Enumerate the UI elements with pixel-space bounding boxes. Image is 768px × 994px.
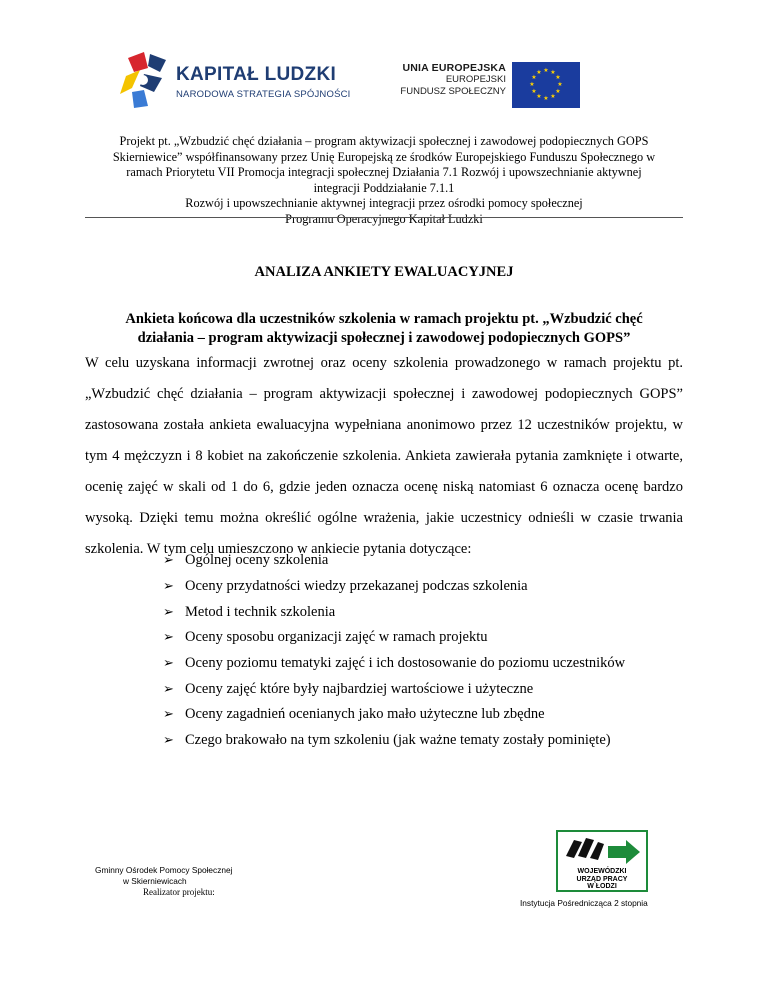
wup-logo-text	[558, 868, 646, 891]
svg-text:★: ★	[536, 93, 542, 100]
arrow-bullet-icon: ➢	[163, 579, 174, 595]
wup-arrow-icon	[558, 832, 646, 868]
list-item-text: Oceny przydatności wiedzy przekazanej podczas szkolenia	[185, 578, 528, 595]
project-description-line: Projekt pt. „Wzbudzić chęć działania – program aktywizacji społecznej i zawodowej podopiecznych GOPS	[119, 134, 649, 148]
list-item-text: Oceny zagadnień ocenianych jako mało użyteczne lub zbędne	[185, 706, 545, 723]
project-description-line: integracji Poddziałanie 7.1.1	[313, 180, 455, 195]
ue-logo-line2: EUROPEJSKI	[445, 74, 506, 85]
list-item	[163, 651, 703, 677]
kapital-ludzki-logo	[114, 48, 354, 112]
list-item	[163, 574, 703, 600]
project-description	[85, 134, 683, 227]
footer-left-line2: w Skierniewicach	[123, 876, 187, 886]
survey-topics-list	[163, 548, 703, 754]
svg-text:★: ★	[529, 81, 535, 88]
kapital-ludzki-subtitle: NARODOWA STRATEGIA SPÓJNOŚCI	[176, 89, 351, 100]
ue-logo-line3: FUNDUSZ SPOŁECZNY	[400, 86, 506, 97]
list-item-text: Oceny zajęć które były najbardziej wartościowe i użyteczne	[185, 680, 534, 697]
list-item	[163, 702, 703, 728]
arrow-bullet-icon: ➢	[163, 707, 174, 723]
list-item-text: Oceny poziomu tematyki zajęć i ich dostosowanie do poziomu uczestników	[185, 655, 626, 672]
kapital-ludzki-title: KAPITAŁ LUDZKI	[176, 64, 337, 85]
kapital-ludzki-star-icon	[114, 48, 172, 112]
ue-efs-logo	[398, 62, 598, 112]
svg-text:★: ★	[536, 69, 542, 76]
footer-left-line3: Realizator projektu:	[143, 887, 215, 897]
list-item	[163, 548, 703, 574]
arrow-bullet-icon: ➢	[163, 553, 174, 569]
svg-text:★: ★	[550, 93, 556, 100]
list-item-text: Ogólnej oceny szkolenia	[185, 552, 329, 569]
arrow-bullet-icon: ➢	[163, 681, 174, 697]
footer-left-line1: Gminny Ośrodek Pomocy Społecznej	[95, 865, 233, 875]
footer-intermediate-institution: Instytucja Pośrednicząca 2 stopnia	[520, 898, 648, 908]
wup-logo-line1: WOJEWÓDZKI	[577, 868, 627, 875]
list-item	[163, 599, 703, 625]
list-item	[163, 625, 703, 651]
svg-text:★: ★	[555, 88, 561, 95]
list-item-text: Czego brakowało na tym szkoleniu (jak ważne tematy zostały pominięte)	[185, 732, 611, 749]
ue-logo-line1: UNIA EUROPEJSKA	[402, 62, 506, 74]
svg-text:★: ★	[543, 67, 549, 74]
wup-lodz-logo	[556, 830, 648, 892]
svg-text:★: ★	[555, 74, 561, 81]
intro-paragraph: W celu uzyskana informacji zwrotnej oraz oceny szkolenia prowadzonego w ramach projektu pt. „Wzbudzić chęć działania – program aktywizacji społecznej i zawodowej podopiecznych GOPS” zastosowana została ankieta ewaluacyjna wypełniana anonimowo przez 12 uczestników projektu, w tym 4 mężczyzn i 8 kobiet na zakończenie szkolenia. Ankieta zawierała pytania zamknięte i otwarte, ocenię zajęć w skali od 1 do 6, gdzie jeden oznacza ocenę niską natomiast 6 oznacza ocenę bardzo wysoką. Dzięki temu można określić ogólne wrażenia, jakie uczestnicy odnieśli w czasie trwania szkolenia. W tym celu umieszczono w ankiecie pytania dotyczące:	[85, 355, 683, 557]
document-title: ANALIZA ANKIETY EWALUACYJNEJ	[254, 264, 514, 280]
svg-text:★: ★	[543, 95, 549, 102]
list-item	[163, 728, 703, 754]
eu-flag-icon	[512, 62, 580, 108]
project-description-line: ramach Priorytetu VII Promocja integracji społecznej Działania 7.1 Rozwój i upowszechnianie aktywnej	[126, 165, 642, 179]
arrow-bullet-icon: ➢	[163, 733, 174, 749]
project-description-line: Rozwój i upowszechnianie aktywnej integracji przez ośrodki pomocy społecznej	[185, 196, 583, 210]
arrow-bullet-icon: ➢	[163, 630, 174, 646]
svg-text:★: ★	[531, 88, 537, 95]
arrow-bullet-icon: ➢	[163, 656, 174, 672]
arrow-bullet-icon: ➢	[163, 604, 174, 620]
svg-text:★: ★	[557, 81, 563, 88]
document-subtitle: Ankieta końcowa dla uczestników szkolenia w ramach projektu pt. „Wzbudzić chęć działania – program aktywizacji społecznej i zawodowej podopiecznych GOPS”	[125, 311, 643, 346]
svg-text:★: ★	[531, 74, 537, 81]
wup-logo-line2: URZĄD PRACY	[576, 875, 628, 883]
list-item	[163, 676, 703, 702]
list-item-text: Oceny sposobu organizacji zajęć w ramach projektu	[185, 629, 488, 646]
ue-logo-text	[400, 62, 506, 98]
header-divider	[85, 217, 683, 218]
project-description-line: Programu Operacyjnego Kapitał Ludzki	[285, 211, 483, 226]
wup-logo-line3: W ŁODZI	[587, 883, 617, 890]
list-item-text: Metod i technik szkolenia	[185, 603, 336, 620]
footer-project-implementer	[95, 865, 265, 898]
svg-text:★: ★	[550, 69, 556, 76]
project-description-line: Skierniewice” współfinansowany przez Unię Europejską ze środków Europejskiego Funduszu Społecznego w	[112, 149, 656, 164]
